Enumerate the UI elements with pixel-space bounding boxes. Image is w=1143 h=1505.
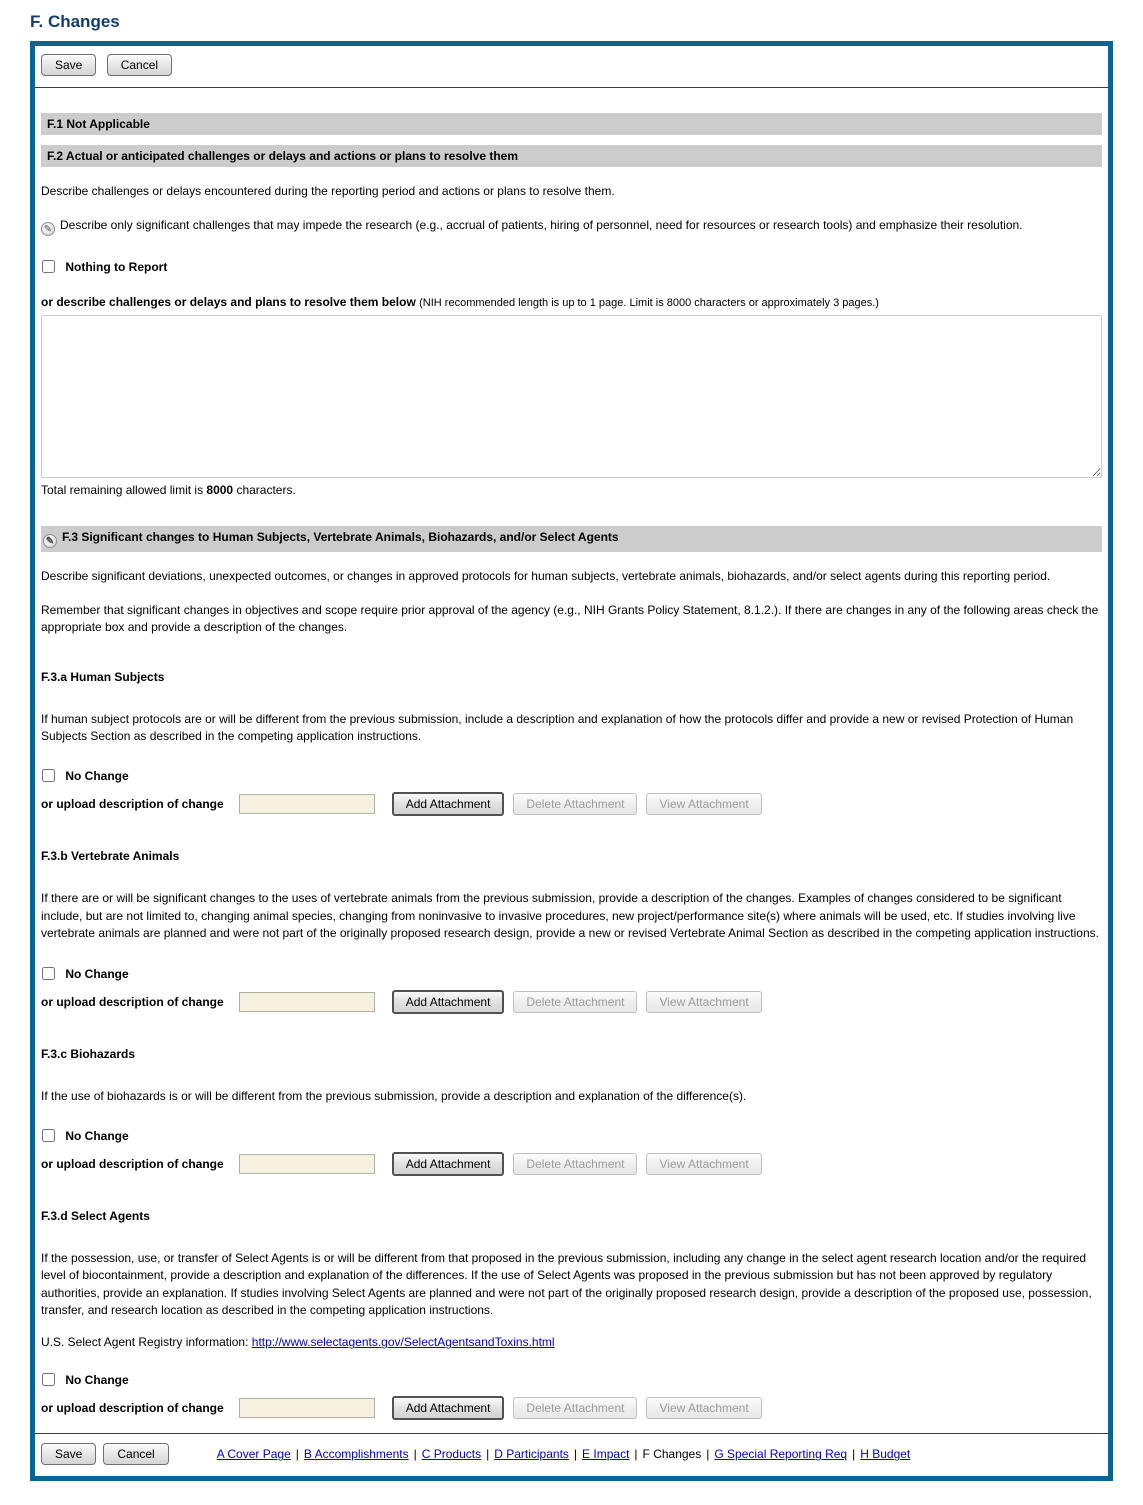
nav-separator: |	[486, 1447, 490, 1462]
f3c-add-attachment-button[interactable]: Add Attachment	[392, 1152, 505, 1176]
f3c-filename-input[interactable]	[239, 1154, 375, 1174]
f2-remaining-text	[41, 483, 1102, 497]
f3b-delete-attachment-button: Delete Attachment	[513, 991, 637, 1013]
f2-tip-row	[41, 217, 1102, 236]
f3c-no-change-row	[41, 1129, 1102, 1143]
top-toolbar	[35, 46, 1108, 88]
nothing-to-report-label: Nothing to Report	[65, 260, 168, 275]
f2-describe-label: or describe challenges or delays and plans to resolve them below	[41, 295, 416, 310]
f3d-no-change-checkbox[interactable]	[42, 1373, 55, 1386]
f3c-upload-row	[41, 1152, 1102, 1176]
bottom-toolbar	[35, 1433, 1108, 1476]
f3b-upload-label: or upload description of change	[41, 994, 224, 1009]
nav-link-budget[interactable]: H Budget	[860, 1447, 911, 1462]
nothing-to-report-checkbox[interactable]	[42, 260, 55, 273]
f3d-view-attachment-button: View Attachment	[646, 1397, 761, 1419]
f3d-registry-row	[41, 1335, 1102, 1349]
f3a-description: If human subject protocols are or will be different from the previous submission, include a description and explanation of how the protocols differ and provide a new or revised Protection of Human Subjects Section as described in the competing application instructions.	[41, 711, 1074, 743]
nav-link-participants[interactable]: D Participants	[494, 1447, 569, 1462]
help-pencil-icon-f3[interactable]: ✎	[43, 534, 57, 548]
save-button-top[interactable]: Save	[41, 54, 96, 76]
remaining-prefix: Total remaining allowed limit is	[41, 483, 207, 498]
f3b-view-attachment-button: View Attachment	[646, 991, 761, 1013]
nav-link-accomplishments[interactable]: B Accomplishments	[303, 1447, 409, 1462]
f3b-no-change-label: No Change	[65, 966, 129, 981]
nav-separator: |	[634, 1447, 638, 1462]
subsection-f3a	[41, 670, 1102, 817]
nav-separator: |	[706, 1447, 710, 1462]
f3c-description: If the use of biohazards is or will be different from the previous submission, provide a description and explanation of the difference(s).	[41, 1088, 747, 1103]
subsection-f3c	[41, 1047, 1102, 1176]
f3c-upload-label: or upload description of change	[41, 1156, 224, 1171]
f3d-upload-label: or upload description of change	[41, 1401, 224, 1416]
f3d-delete-attachment-button: Delete Attachment	[513, 1397, 637, 1419]
f3a-upload-row	[41, 792, 1102, 816]
f3d-upload-row	[41, 1396, 1102, 1420]
f3c-no-change-label: No Change	[65, 1128, 129, 1143]
f2-describe-row	[41, 295, 1102, 309]
f3a-no-change-checkbox[interactable]	[42, 769, 55, 782]
challenges-textarea[interactable]	[41, 315, 1102, 478]
f3b-upload-row	[41, 990, 1102, 1014]
f3d-description: If the possession, use, or transfer of Select Agents is or will be different from that proposed in the previous submission, including any change in the select agent research location and/or the required level of biocontainment, provide a description and explanation of the differences. If the use of Select Agents was proposed in the previous submission but has not been approved by regulatory authorities, provide an explanation. If studies involving Select Agents are planned and were not part of the originally proposed research design, provide a description of the proposed use, possession, transfer, and research location as described in the competing application instructions.	[41, 1250, 1092, 1318]
cancel-button-bottom[interactable]: Cancel	[103, 1443, 168, 1465]
f3c-view-attachment-button: View Attachment	[646, 1153, 761, 1175]
form-frame	[30, 41, 1113, 1481]
f3b-no-change-row	[41, 967, 1102, 981]
f3b-heading: F.3.b Vertebrate Animals	[41, 849, 180, 864]
nav-separator: |	[852, 1447, 856, 1462]
f3d-add-attachment-button[interactable]: Add Attachment	[392, 1396, 505, 1420]
f3c-no-change-checkbox[interactable]	[42, 1129, 55, 1142]
section-header-f2: F.2 Actual or anticipated challenges or delays and actions or plans to resolve them	[41, 145, 1102, 167]
f3-header-text: F.3 Significant changes to Human Subjects, Vertebrate Animals, Biohazards, and/or Select Agents	[62, 530, 619, 545]
form-content	[35, 113, 1108, 1420]
nav-current-changes: F Changes	[642, 1447, 702, 1462]
nav-link-special-reporting[interactable]: G Special Reporting Req	[714, 1447, 848, 1462]
f3-para1: Describe significant deviations, unexpected outcomes, or changes in approved protocols for human subjects, vertebrate animals, biohazards, and/or select agents during this reporting period.	[41, 569, 1051, 584]
f3a-no-change-label: No Change	[65, 769, 129, 784]
f3b-filename-input[interactable]	[239, 992, 375, 1012]
section-header-f1: F.1 Not Applicable	[41, 113, 1102, 135]
nav-link-products[interactable]: C Products	[421, 1447, 482, 1462]
section-nav	[217, 1447, 911, 1461]
f2-nothing-to-report-row	[41, 260, 1102, 274]
f2-intro-text: Describe challenges or delays encountered during the reporting period and actions or plans to resolve them.	[41, 184, 615, 198]
f3c-heading: F.3.c Biohazards	[41, 1046, 136, 1061]
cancel-button-top[interactable]: Cancel	[107, 54, 172, 76]
nav-separator: |	[413, 1447, 417, 1462]
f3a-view-attachment-button: View Attachment	[646, 793, 761, 815]
f3a-filename-input[interactable]	[239, 794, 375, 814]
nav-separator: |	[573, 1447, 578, 1462]
f3d-filename-input[interactable]	[239, 1398, 375, 1418]
subsection-f3b	[41, 849, 1102, 1013]
save-button-bottom[interactable]: Save	[41, 1443, 96, 1465]
section-header-f3	[41, 526, 1102, 552]
f3d-heading: F.3.d Select Agents	[41, 1208, 150, 1223]
help-pencil-icon[interactable]: ✎	[41, 222, 55, 236]
nav-separator: |	[295, 1447, 299, 1462]
subsection-f3d	[41, 1209, 1102, 1421]
remaining-count: 8000	[206, 483, 234, 498]
f3b-add-attachment-button[interactable]: Add Attachment	[392, 990, 505, 1014]
page-title: F. Changes	[30, 12, 120, 31]
f3-para2: Remember that significant changes in objectives and scope require prior approval of the agency (e.g., NIH Grants Policy Statement, 8.1.2.). If there are changes in any of the following areas check the appropriate box and provide a description of the changes.	[41, 602, 1099, 635]
f3a-add-attachment-button[interactable]: Add Attachment	[392, 792, 505, 816]
nav-link-cover-page[interactable]: A Cover Page	[216, 1447, 291, 1462]
f3c-delete-attachment-button: Delete Attachment	[513, 1153, 637, 1175]
f3b-description: If there are or will be significant changes to the uses of vertebrate animals from the previous submission, provide a description of the changes. Examples of changes considered to be significant include, but are not limited to, changing animal species, changing from noninvasive to invasive procedures, new project/performance site(s) where animals will be used, etc. If studies involving live vertebrate animals are planned and were not part of the originally proposed research design, provide a new or revised Vertebrate Animal Section as described in the competing application instructions.	[41, 891, 1099, 941]
select-agent-registry-link[interactable]: http://www.selectagents.gov/SelectAgentsandToxins.html	[251, 1335, 555, 1350]
f2-describe-note: (NIH recommended length is up to 1 page. Limit is 8000 characters or approximately 3 pages.)	[419, 297, 879, 310]
f3a-heading: F.3.a Human Subjects	[41, 669, 165, 684]
f3a-delete-attachment-button: Delete Attachment	[513, 793, 637, 815]
f3a-no-change-row	[41, 769, 1102, 783]
f3d-no-change-label: No Change	[65, 1373, 129, 1388]
f2-tip-text: Describe only significant challenges that may impede the research (e.g., accrual of patients, hiring of personnel, need for resources or research tools) and emphasize their resolution.	[60, 218, 1023, 233]
remaining-suffix: characters.	[233, 483, 296, 498]
f3b-no-change-checkbox[interactable]	[42, 967, 55, 980]
nav-link-impact[interactable]: E Impact	[582, 1447, 630, 1462]
f3d-registry-label: U.S. Select Agent Registry information:	[41, 1335, 252, 1350]
f3d-no-change-row	[41, 1373, 1102, 1387]
f3a-upload-label: or upload description of change	[41, 797, 224, 812]
